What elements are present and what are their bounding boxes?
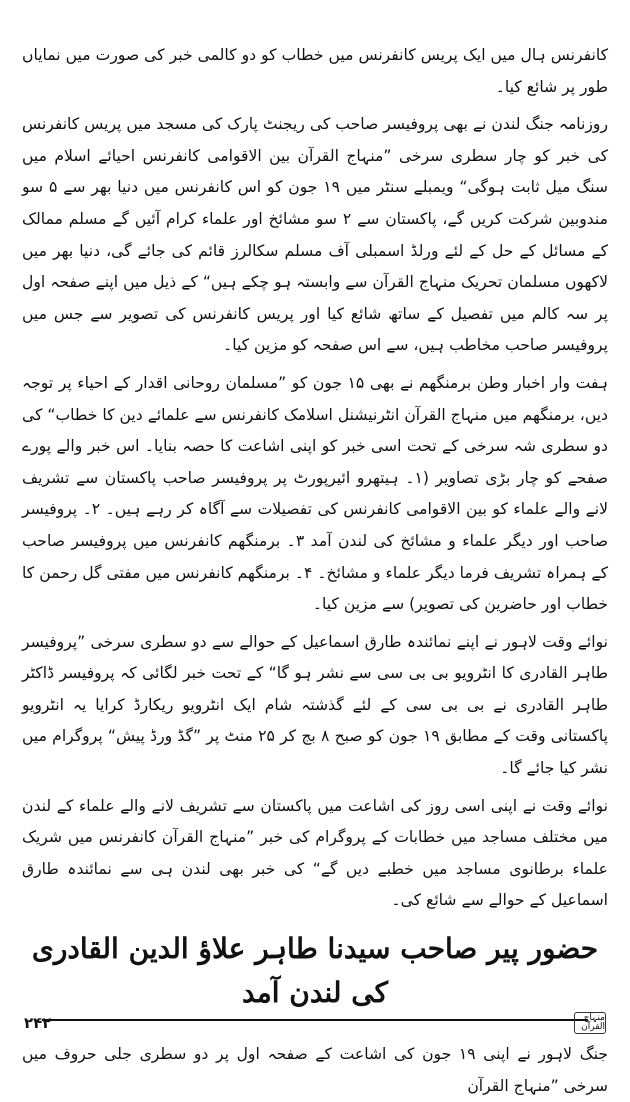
section-heading: حضور پیر صاحب سیدنا طاہر علاؤ الدین القادری کی لندن آمد	[31, 932, 599, 1010]
paragraph-press-conference: کانفرنس ہال میں ایک پریس کانفرنس میں خطاب کو دو کالمی خبر کی صورت میں نمایاں طور پر شائع کیا۔	[22, 46, 608, 96]
paragraph-nawa-e-waqt-mosques: نوائے وقت نے اپنی اسی روز کی اشاعت میں پاکستان سے تشریف لانے والے علماء کے لندن میں مختلف مساجد میں خطابات کے پروگرام کی خبر ”منہاج القرآن کانفرنس میں شریک علماء برطانوی مساجد میں خطبے دیں گے“ کی خبر بھی لندن ہی سے نمائندہ طارق اسماعیل کے حوالے سے شائع کی۔	[22, 796, 608, 910]
minhaj-logo: منہاج القرآن	[574, 1012, 606, 1034]
paragraph-daily-jang-london: روزنامہ جنگ لندن نے بھی پروفیسر صاحب کی ریجنٹ پارک کی مسجد میں پریس کانفرنس کی خبر کو چار سطری سرخی ”منہاج القرآن بین الاقوامی کانفرنس احیائے اسلام میں سنگ میل ثابت ہوگی“ ویمبلے سنٹر میں ۱۹ جون کو اس کانفرنس میں دنیا بھر سے ۵ سو مندوبین شرکت کریں گے، پاکستان سے ۲ سو مشائخ اور علماء کرام آئیں گے مسلم ممالک کے مسائل کے حل کے لئے ورلڈ اسمبلی آف مسلم سکالرز قائم کی جائے گی، دنیا بھر میں لاکھوں مسلمان تحریک منہاج القرآن سے وابستہ ہو چکے ہیں“ کے ذیل میں اپنے صفحہ اول پر سہ کالم میں تفصیل کے ساتھ شائع کیا اور پریس کانفرنس کی تصویر سے جس میں پروفیسر صاحب مخاطب ہیں، سے اس صفحہ کو مزین کیا۔	[22, 115, 608, 355]
paragraph-weekly-watan-birmingham: ہفت وار اخبار وطن برمنگھم نے بھی ۱۵ جون کو ”مسلمان روحانی اقدار کے احیاء پر توجہ دیں، برمنگھم میں منہاج القرآن انٹرنیشنل اسلامک کانفرنس سے علمائے دین کا خطاب“ کی دو سطری شہ سرخی کے تحت اسی خبر کو اپنی اشاعت کا حصہ بنایا۔ اس خبر والے پورے صفحے کو چار بڑی تصاویر (۱۔ ہیتھرو ائیرپورٹ پر پروفیسر صاحب پاکستان سے تشریف لانے والے علماء کو بین الاقوامی کانفرنس کی تفصیلات سے آگاہ کر رہے ہیں۔ ۲۔ پروفیسر صاحب اور دیگر علماء و مشائخ کی لندن آمد ۳۔ برمنگھم کانفرنس میں پروفیسر صاحب کے ہمراہ تشریف فرما دیگر علماء و مشائخ۔ ۴۔ برمنگھم کانفرنس میں مفتی گل رحمن کا خطاب اور حاضرین کی تصویر) سے مزین کیا۔	[22, 373, 609, 614]
paragraph-jang-lahore: جنگ لاہور نے اپنی ۱۹ جون کی اشاعت کے صفحہ اول پر دو سطری جلی حروف میں سرخی ”منہاج القرآن	[22, 1045, 608, 1095]
heading-underline	[42, 1019, 588, 1021]
article-body	[22, 40, 608, 1102]
paragraph-nawa-e-waqt-bbc: نوائے وقت لاہور نے اپنے نمائندہ طارق اسماعیل کے حوالے سے دو سطری سرخی ”پروفیسر طاہر القادری کا انٹرویو بی بی سی سے نشر ہو گا“ کے تحت خبر لگائی کہ پروفیسر ڈاکٹر طاہر القادری نے بی بی سی کے لئے گذشتہ شام ایک انٹرویو ریکارڈ کرایا یہ انٹرویو پاکستانی وقت کے مطابق ۱۹ جون کو صبح ۸ بج کر ۲۵ منٹ پر ”گڈ ورڈ پیش“ پروگرام میں نشر کیا جائے گا۔	[22, 632, 608, 778]
page-number: ۲۴۲	[24, 1014, 52, 1032]
